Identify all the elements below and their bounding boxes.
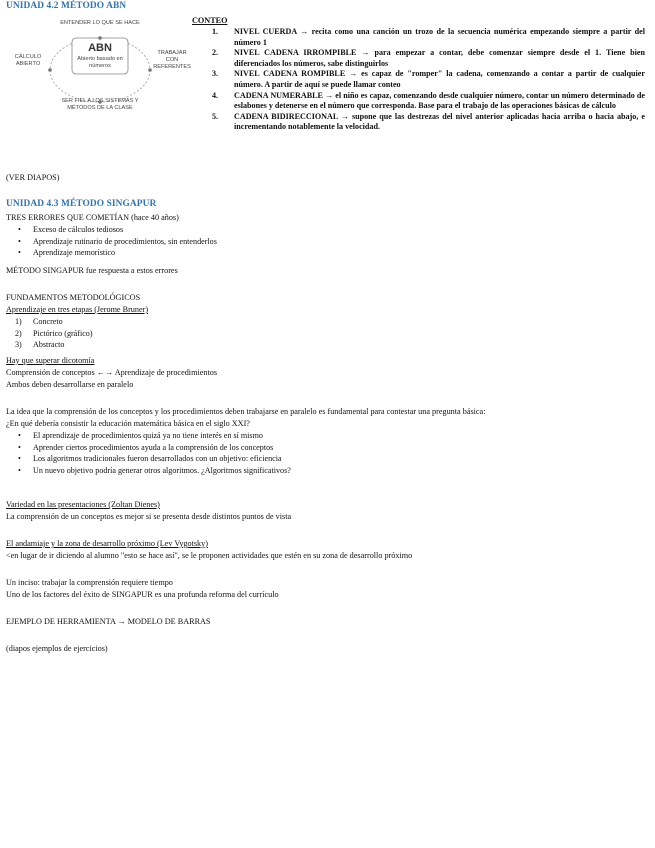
andamiaje-text: <en lugar de ir diciendo al alumno "esto se hace así", se le proponen actividades que estén en su zona de desarrollo próximo — [6, 551, 413, 560]
fundamentos-title: FUNDAMENTOS METODOLÓGICOS — [6, 293, 141, 302]
list-item: • Exceso de cálculos tediosos — [18, 225, 124, 234]
list-item: 2) Pictórico (gráfico) — [15, 328, 93, 338]
errors-title: TRES ERRORES QUE COMETÍAN (hace 40 años) — [6, 213, 179, 222]
singapur-respuesta: MÉTODO SINGAPUR fue respuesta a estos errores — [6, 266, 178, 275]
abn-center-title: ABN — [88, 42, 112, 54]
variedad-title: Variedad en las presentaciones (Zoltan Dienes) — [6, 500, 160, 509]
andamiaje-title: El andamiaje y la zona de desarrollo próximo (Lev Vygotsky) — [6, 539, 208, 548]
list-item: 1) Concreto — [15, 317, 63, 326]
list-item: 3) Abstracto — [15, 340, 65, 350]
abn-label-right: TRABAJAR CON REFERENTES — [153, 50, 191, 70]
cycle-node-top — [98, 36, 102, 40]
abn-label-bottom: SER FIEL A LOS SISTEMAS Y MÉTODOS DE LA CLASE — [61, 98, 139, 111]
pregunta-line: ¿En qué debería consistir la educación matemática básica en el siglo XXI? — [6, 419, 250, 428]
pregunta-list — [6, 430, 626, 476]
paralelo-line: Ambos deben desarrollarse en paralelo — [6, 380, 134, 389]
dicotomia-title: Hay que superar dicotomía — [6, 356, 95, 365]
list-item: 3. NIVEL CADENA ROMPIBLE → es capaz de "romper" la cadena, comenzando a contar a partir de cualquier número. A partir de aquí se puede llamar conteo — [212, 69, 645, 89]
variedad-text: La comprensión de un conceptos es mejor si se presenta desde distintos puntos de vista — [6, 512, 292, 521]
list-item: • Aprendizaje memorístico — [18, 248, 116, 258]
diapos-ejemplos: (diapos ejemplos de ejercicios) — [6, 644, 108, 653]
conteo-list — [212, 27, 645, 133]
abn-diagram — [8, 20, 191, 120]
ejemplo-line: EJEMPLO DE HERRAMIENTA → MODELO DE BARRAS — [6, 617, 211, 626]
list-item: 5. CADENA BIDIRECCIONAL → supone que las destrezas del nivel anterior aplicadas hacia arriba o hacia abajo, e incrementando notablemente la velocidad. — [212, 111, 645, 132]
list-item: • Aprendizaje rutinario de procedimientos, sin entenderlos — [18, 236, 217, 246]
list-item: 4. CADENA NUMERABLE → el niño es capaz, comenzando desde cualquier número, contar un número determinado de eslabones y detenerse en el número que corresponda. Base para el trabajo de las operaciones básicas de cálculo — [212, 90, 645, 111]
list-item: 2. NIVEL CADENA IRROMPIBLE → para empezar a contar, debe comenzar siempre desde el 1. Tiene bien diferenciados los números, sabe distinguirlos — [212, 48, 645, 68]
inciso-line-1: Un inciso: trabajar la comprensión requiere tiempo — [6, 578, 173, 587]
cycle-node-left — [48, 68, 52, 72]
abn-heading: UNIDAD 4.2 MÉTODO ABN — [6, 1, 127, 11]
etapas-title: Aprendizaje en tres etapas (Jerome Bruner) — [6, 305, 149, 314]
idea-paragraph: La idea que la comprensión de los conceptos y los procedimientos deben trabajarse en paralelo es fundamental para contestar una pregunta básica: — [6, 407, 486, 416]
list-item: 1. NIVEL CUERDA → recita como una canción un trozo de la secuencia numérica empezando siempre a partir del número 1 — [212, 27, 645, 47]
list-item: • El aprendizaje de procedimientos quizá ya no tiene interés en sí mismo — [18, 431, 263, 440]
dicotomia-line: Comprensión de conceptos ←→ Aprendizaje de procedimientos — [6, 368, 217, 377]
list-item: • Un nuevo objetivo podría generar otros algoritmos. ¿Algoritmos significativos? — [18, 465, 291, 475]
abn-center-subtitle: Abierto basado en números — [77, 56, 123, 69]
singapur-heading: UNIDAD 4.3 MÉTODO SINGAPUR — [6, 199, 157, 209]
etapas-list — [6, 316, 626, 351]
conteo-title: CONTEO — [192, 16, 228, 25]
list-item: • Los algoritmos tradicionales fueron desarrollados con un objetivo: eficiencia — [18, 454, 282, 464]
ver-diapos: (VER DIAPOS) — [6, 173, 60, 182]
errors-list — [6, 224, 626, 259]
abn-label-left: CÁLCULO ABIERTO — [14, 54, 42, 67]
list-item: • Aprender ciertos procedimientos ayuda a la comprensión de los conceptos — [18, 442, 274, 452]
abn-label-top: ENTENDER LO QUE SE HACE — [60, 20, 140, 26]
inciso-line-2: Uno de los factores del éxito de SINGAPUR es una profunda reforma del currículo — [6, 590, 279, 599]
